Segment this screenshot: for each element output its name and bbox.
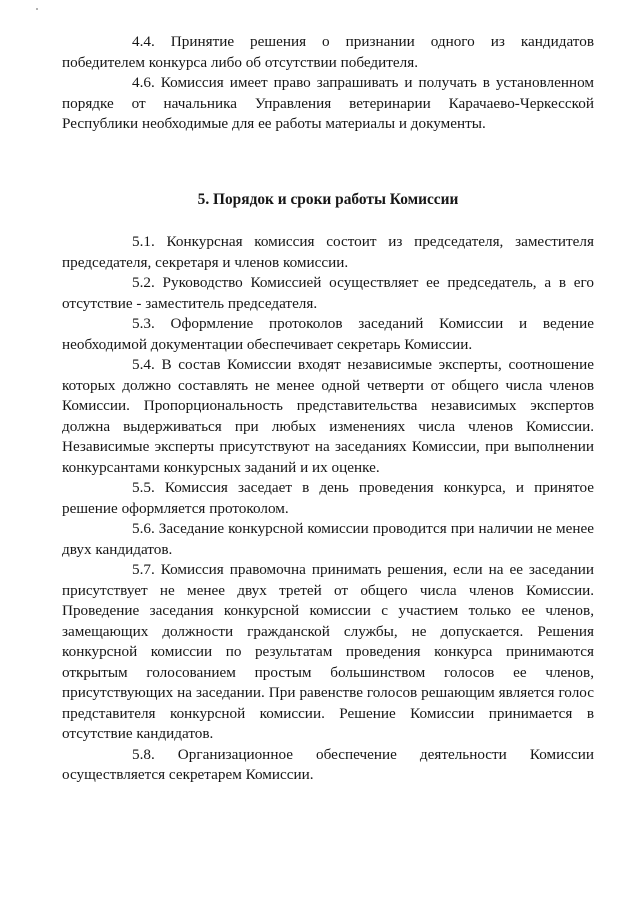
section-5-body <box>62 232 594 786</box>
paragraph-5-6: 5.6. Заседание конкурсной комиссии проводится при наличии не менее двух кандидатов. <box>62 520 594 558</box>
paragraph-4-6: 4.6. Комиссия имеет право запрашивать и получать в установленном порядке от начальника Управления ветеринарии Карачаево-Черкесской Республики необходимые для ее работы материалы и документы. <box>62 74 594 132</box>
paragraph-5-4: 5.4. В состав Комиссии входят независимые эксперты, соотношение которых должно составлять не менее одной четверти от общего числа членов Комиссии. Пропорциональность представительства независимых экспертов должна выдерживаться при любых изменениях числа членов Комиссии. Независимые эксперты присутствуют на заседаниях Комиссии, при выполнении конкурсантами конкурсных заданий и их оценке. <box>62 356 594 476</box>
paragraph-5-2: 5.2. Руководство Комиссией осуществляет ее председатель, а в его отсутствие - заместитель председателя. <box>62 274 594 312</box>
section-5-heading: 5. Порядок и сроки работы Комиссии <box>197 191 459 208</box>
paragraph-5-3: 5.3. Оформление протоколов заседаний Комиссии и ведение необходимой документации обеспечивает секретарь Комиссии. <box>62 315 594 353</box>
paragraph-5-5: 5.5. Комиссия заседает в день проведения конкурса, и принятое решение оформляется протоколом. <box>62 479 594 517</box>
paragraph-4-4: 4.4. Принятие решения о признании одного из кандидатов победителем конкурса либо об отсутствии победителя. <box>62 33 594 71</box>
paragraph-5-8: 5.8. Организационное обеспечение деятельности Комиссии осуществляется секретарем Комиссии. <box>62 745 594 783</box>
scan-artifact <box>36 8 38 10</box>
section-4-continuation <box>62 32 594 135</box>
paragraph-5-1: 5.1. Конкурсная комиссия состоит из председателя, заместителя председателя, секретаря и членов комиссии. <box>62 233 594 271</box>
paragraph-5-7: 5.7. Комиссия правомочна принимать решения, если на ее заседании присутствует не менее двух третей от общего числа членов Комиссии. Проведение заседания конкурсной комиссии с участием только ее членов, замещающих должности гражданской службы, не допускается. Решения конкурсной комиссии по результатам проведения конкурса принимаются открытым голосованием простым большинством голосов ее членов, присутствующих на заседании. При равенстве голосов решающим является голос представителя конкурсной комиссии. Решение Комиссии принимается в отсутствие кандидатов. <box>62 561 594 742</box>
